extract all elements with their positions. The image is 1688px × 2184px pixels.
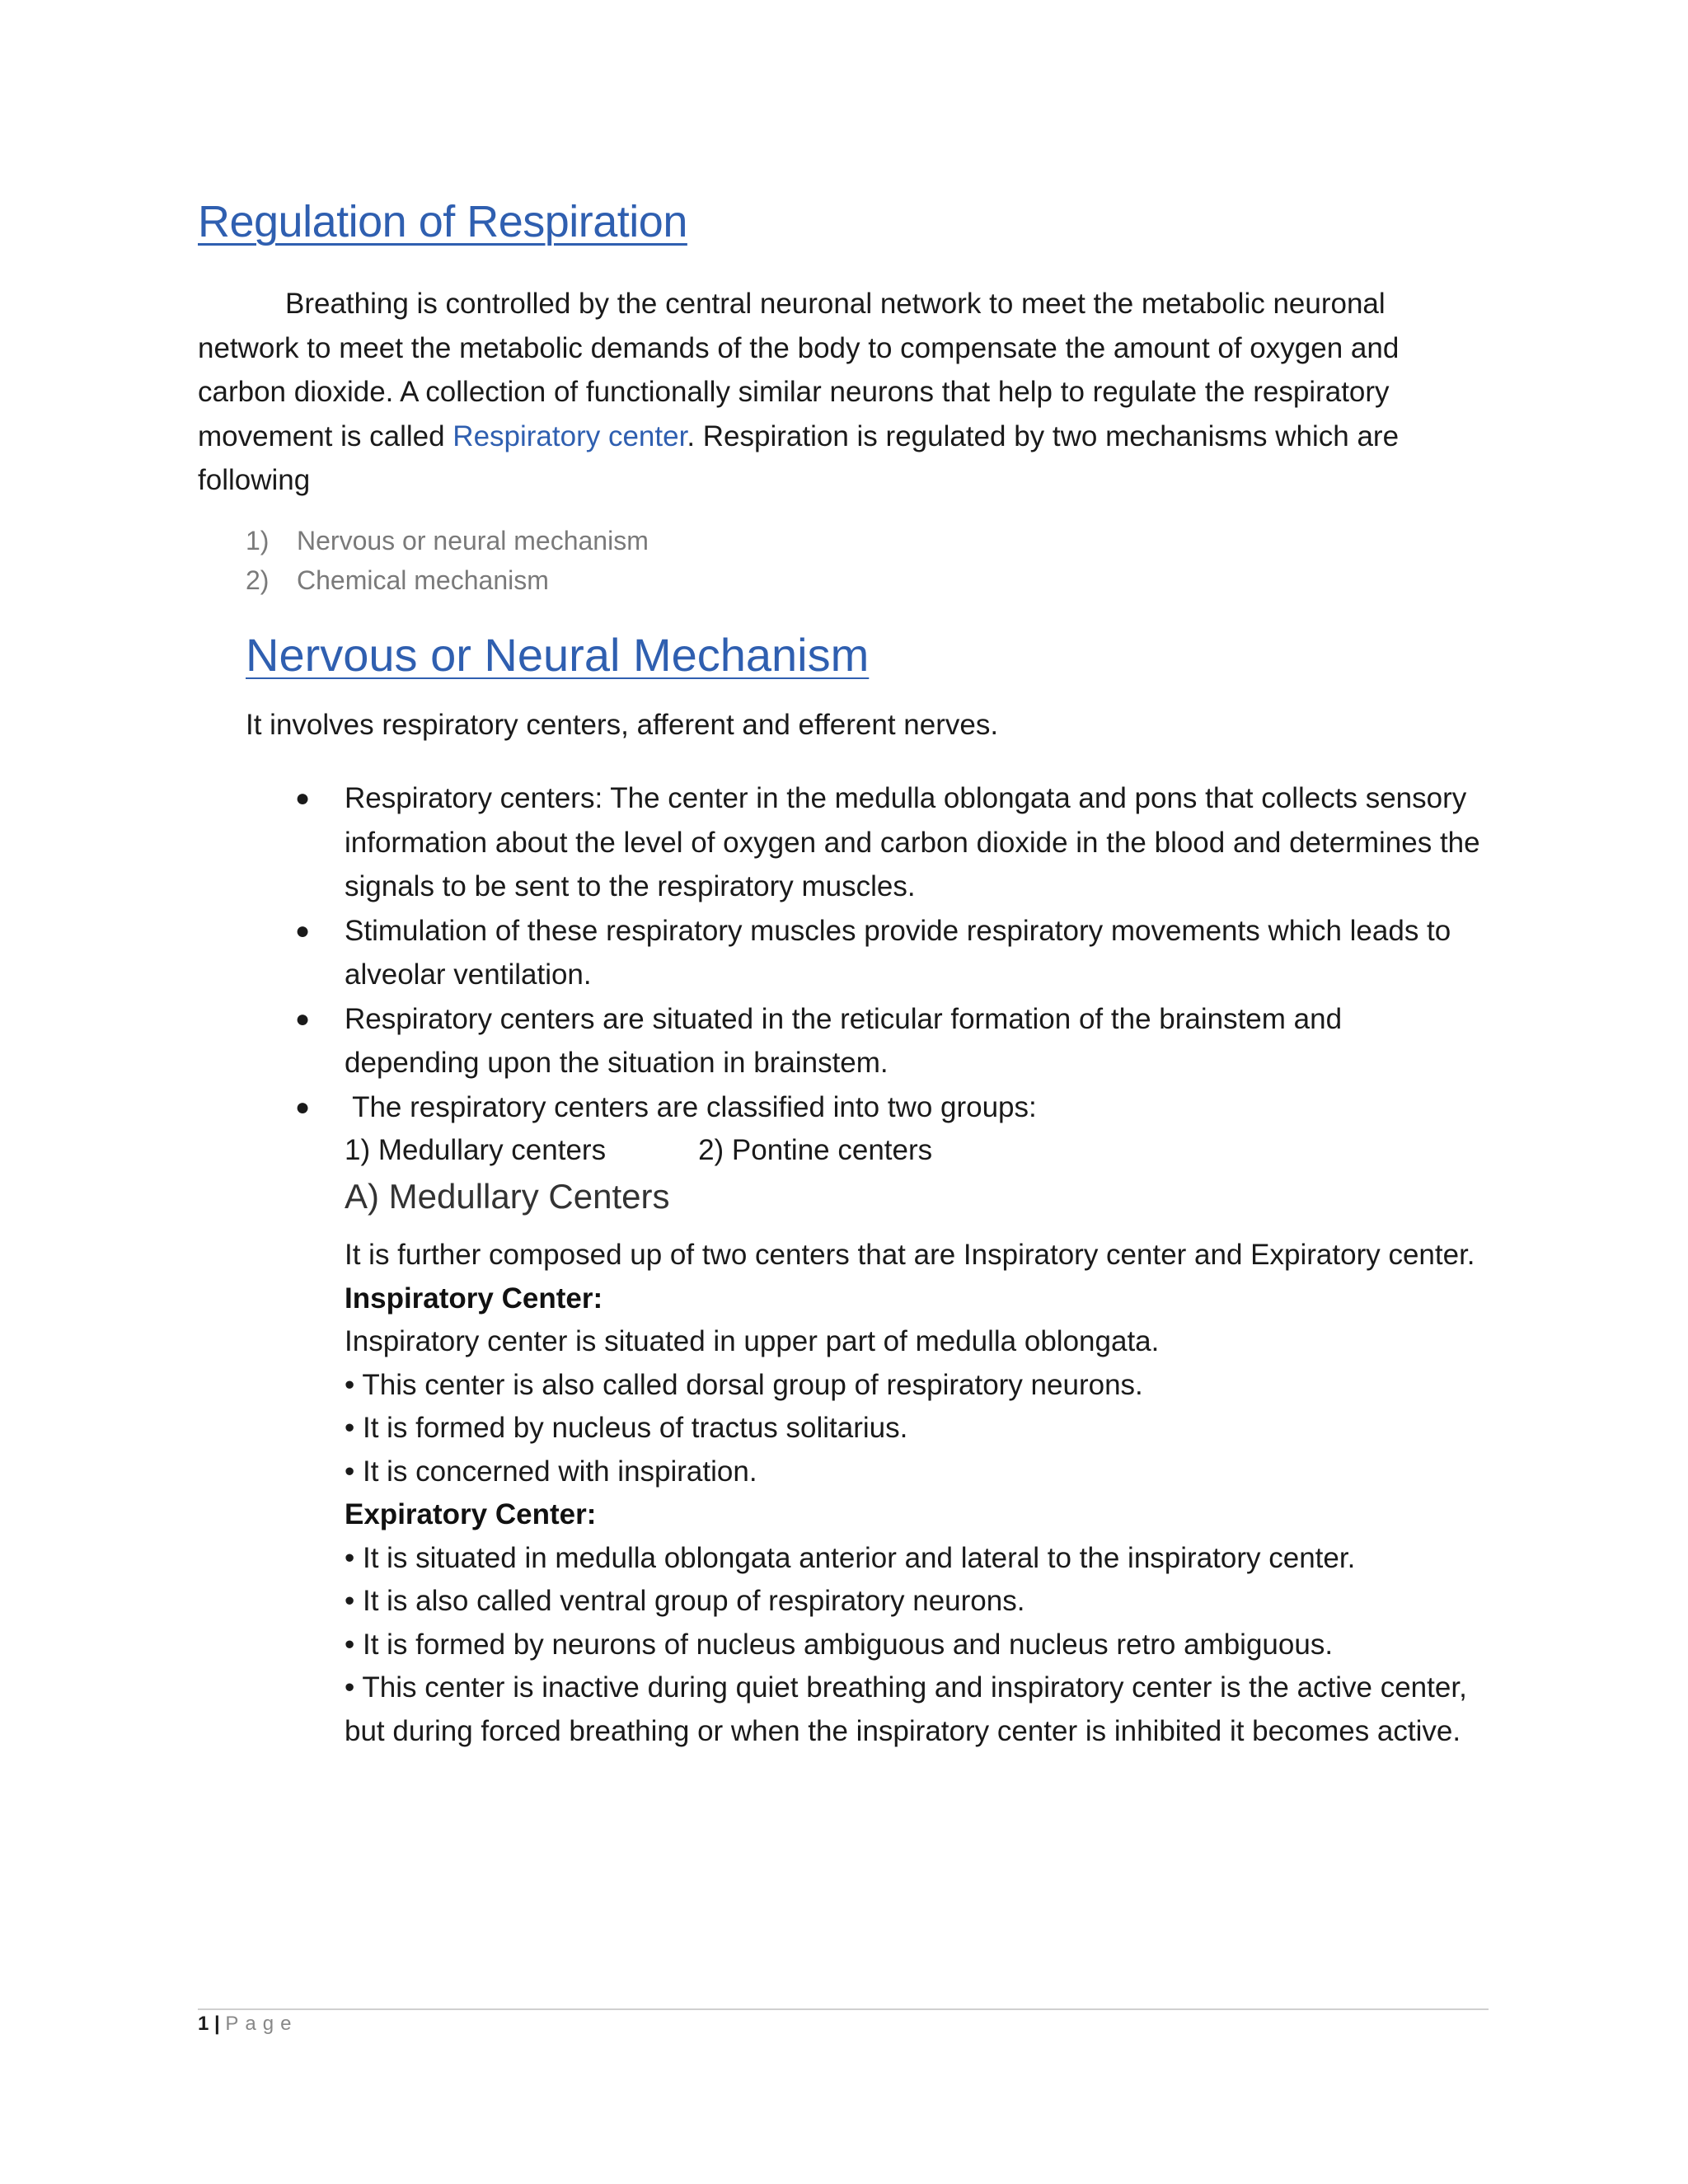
footer-separator: | — [214, 2013, 220, 2035]
bullet-text: The respiratory centers are classified into two groups: — [345, 1090, 1037, 1123]
list-text: Nervous or neural mechanism — [297, 526, 649, 555]
bullet-item — [246, 997, 1482, 1085]
section-heading: Nervous or Neural Mechanism — [246, 629, 870, 681]
bullet-icon: ● — [295, 1093, 311, 1121]
list-item — [246, 521, 649, 560]
page-label: Page — [225, 2013, 298, 2035]
medullary-intro: It is further composed up of two centers that are Inspiratory center and Expiratory center. — [345, 1239, 1475, 1271]
list-text: Chemical mechanism — [297, 565, 549, 595]
list-item — [246, 560, 649, 600]
expiratory-point: • It is situated in medulla oblongata anterior and lateral to the inspiratory center. — [345, 1541, 1356, 1574]
list-number: 2) — [246, 565, 270, 595]
bullet-item — [246, 776, 1482, 909]
medullary-subheading: A) Medullary Centers — [345, 1177, 670, 1216]
bullet-item — [246, 1085, 1482, 1130]
intro-text-1: Breathing is controlled by the central neuronal network to meet the metabolic neuronal network to meet the metabolic demands of the body to compensate the amount of oxygen and carbon dioxide. A collection of functionally similar neurons that help to regulate the respiratory movement is called — [198, 288, 1400, 452]
page-number: 1 — [198, 2013, 209, 2035]
respiratory-center-link[interactable]: Respiratory center — [452, 419, 687, 452]
expiratory-point: • It is also called ventral group of respiratory neurons. — [345, 1585, 1025, 1617]
involves-paragraph: It involves respiratory centers, afferent and efferent nerves. — [246, 709, 999, 741]
bullet-text: Stimulation of these respiratory muscles provide respiratory movements which leads to alveolar ventilation. — [345, 914, 1451, 991]
expiratory-point: • This center is inactive during quiet breathing and inspiratory center is the active center, but during forced breathing or when the inspiratory center is inhibited it becomes active. — [345, 1671, 1467, 1747]
intro-text-2: . Respiration is regulated by two mechanisms which are following — [198, 419, 1400, 496]
expiratory-point: • It is formed by neurons of nucleus ambiguous and nucleus retro ambiguous. — [345, 1628, 1334, 1661]
bullet-list — [246, 776, 1482, 1129]
mechanism-list — [246, 521, 649, 600]
inspiratory-description: Inspiratory center is situated in upper part of medulla oblongata. — [345, 1325, 1160, 1357]
center-groups — [345, 1129, 1515, 1173]
page-title: Regulation of Respiration — [198, 197, 687, 246]
bullet-item — [246, 909, 1482, 997]
inspiratory-title: Inspiratory Center: — [345, 1282, 603, 1315]
bullet-icon: ● — [295, 1005, 311, 1033]
footer-divider — [198, 2008, 1489, 2010]
bullet-text: Respiratory centers are situated in the reticular formation of the brainstem and depending upon the situation in brainstem. — [345, 1002, 1343, 1079]
page-footer — [198, 2013, 298, 2036]
inspiratory-point: • It is formed by nucleus of tractus solitarius. — [345, 1412, 908, 1444]
group-pontine: 2) Pontine centers — [698, 1134, 933, 1166]
bullet-icon: ● — [295, 916, 311, 944]
list-number: 1) — [246, 526, 270, 555]
group-medullary: 1) Medullary centers — [345, 1134, 607, 1166]
bullet-text: Respiratory centers: The center in the medulla oblongata and pons that collects sensory information about the level of oxygen and carbon dioxide in the blood and determines the signals to be sent to the respiratory muscles. — [345, 782, 1480, 902]
medullary-content — [345, 1234, 1498, 1753]
intro-paragraph — [198, 282, 1484, 503]
expiratory-title: Expiratory Center: — [345, 1498, 597, 1530]
bullet-icon: ● — [295, 785, 311, 812]
inspiratory-point: • It is concerned with inspiration. — [345, 1455, 757, 1488]
inspiratory-point: • This center is also called dorsal group of respiratory neurons. — [345, 1368, 1143, 1401]
